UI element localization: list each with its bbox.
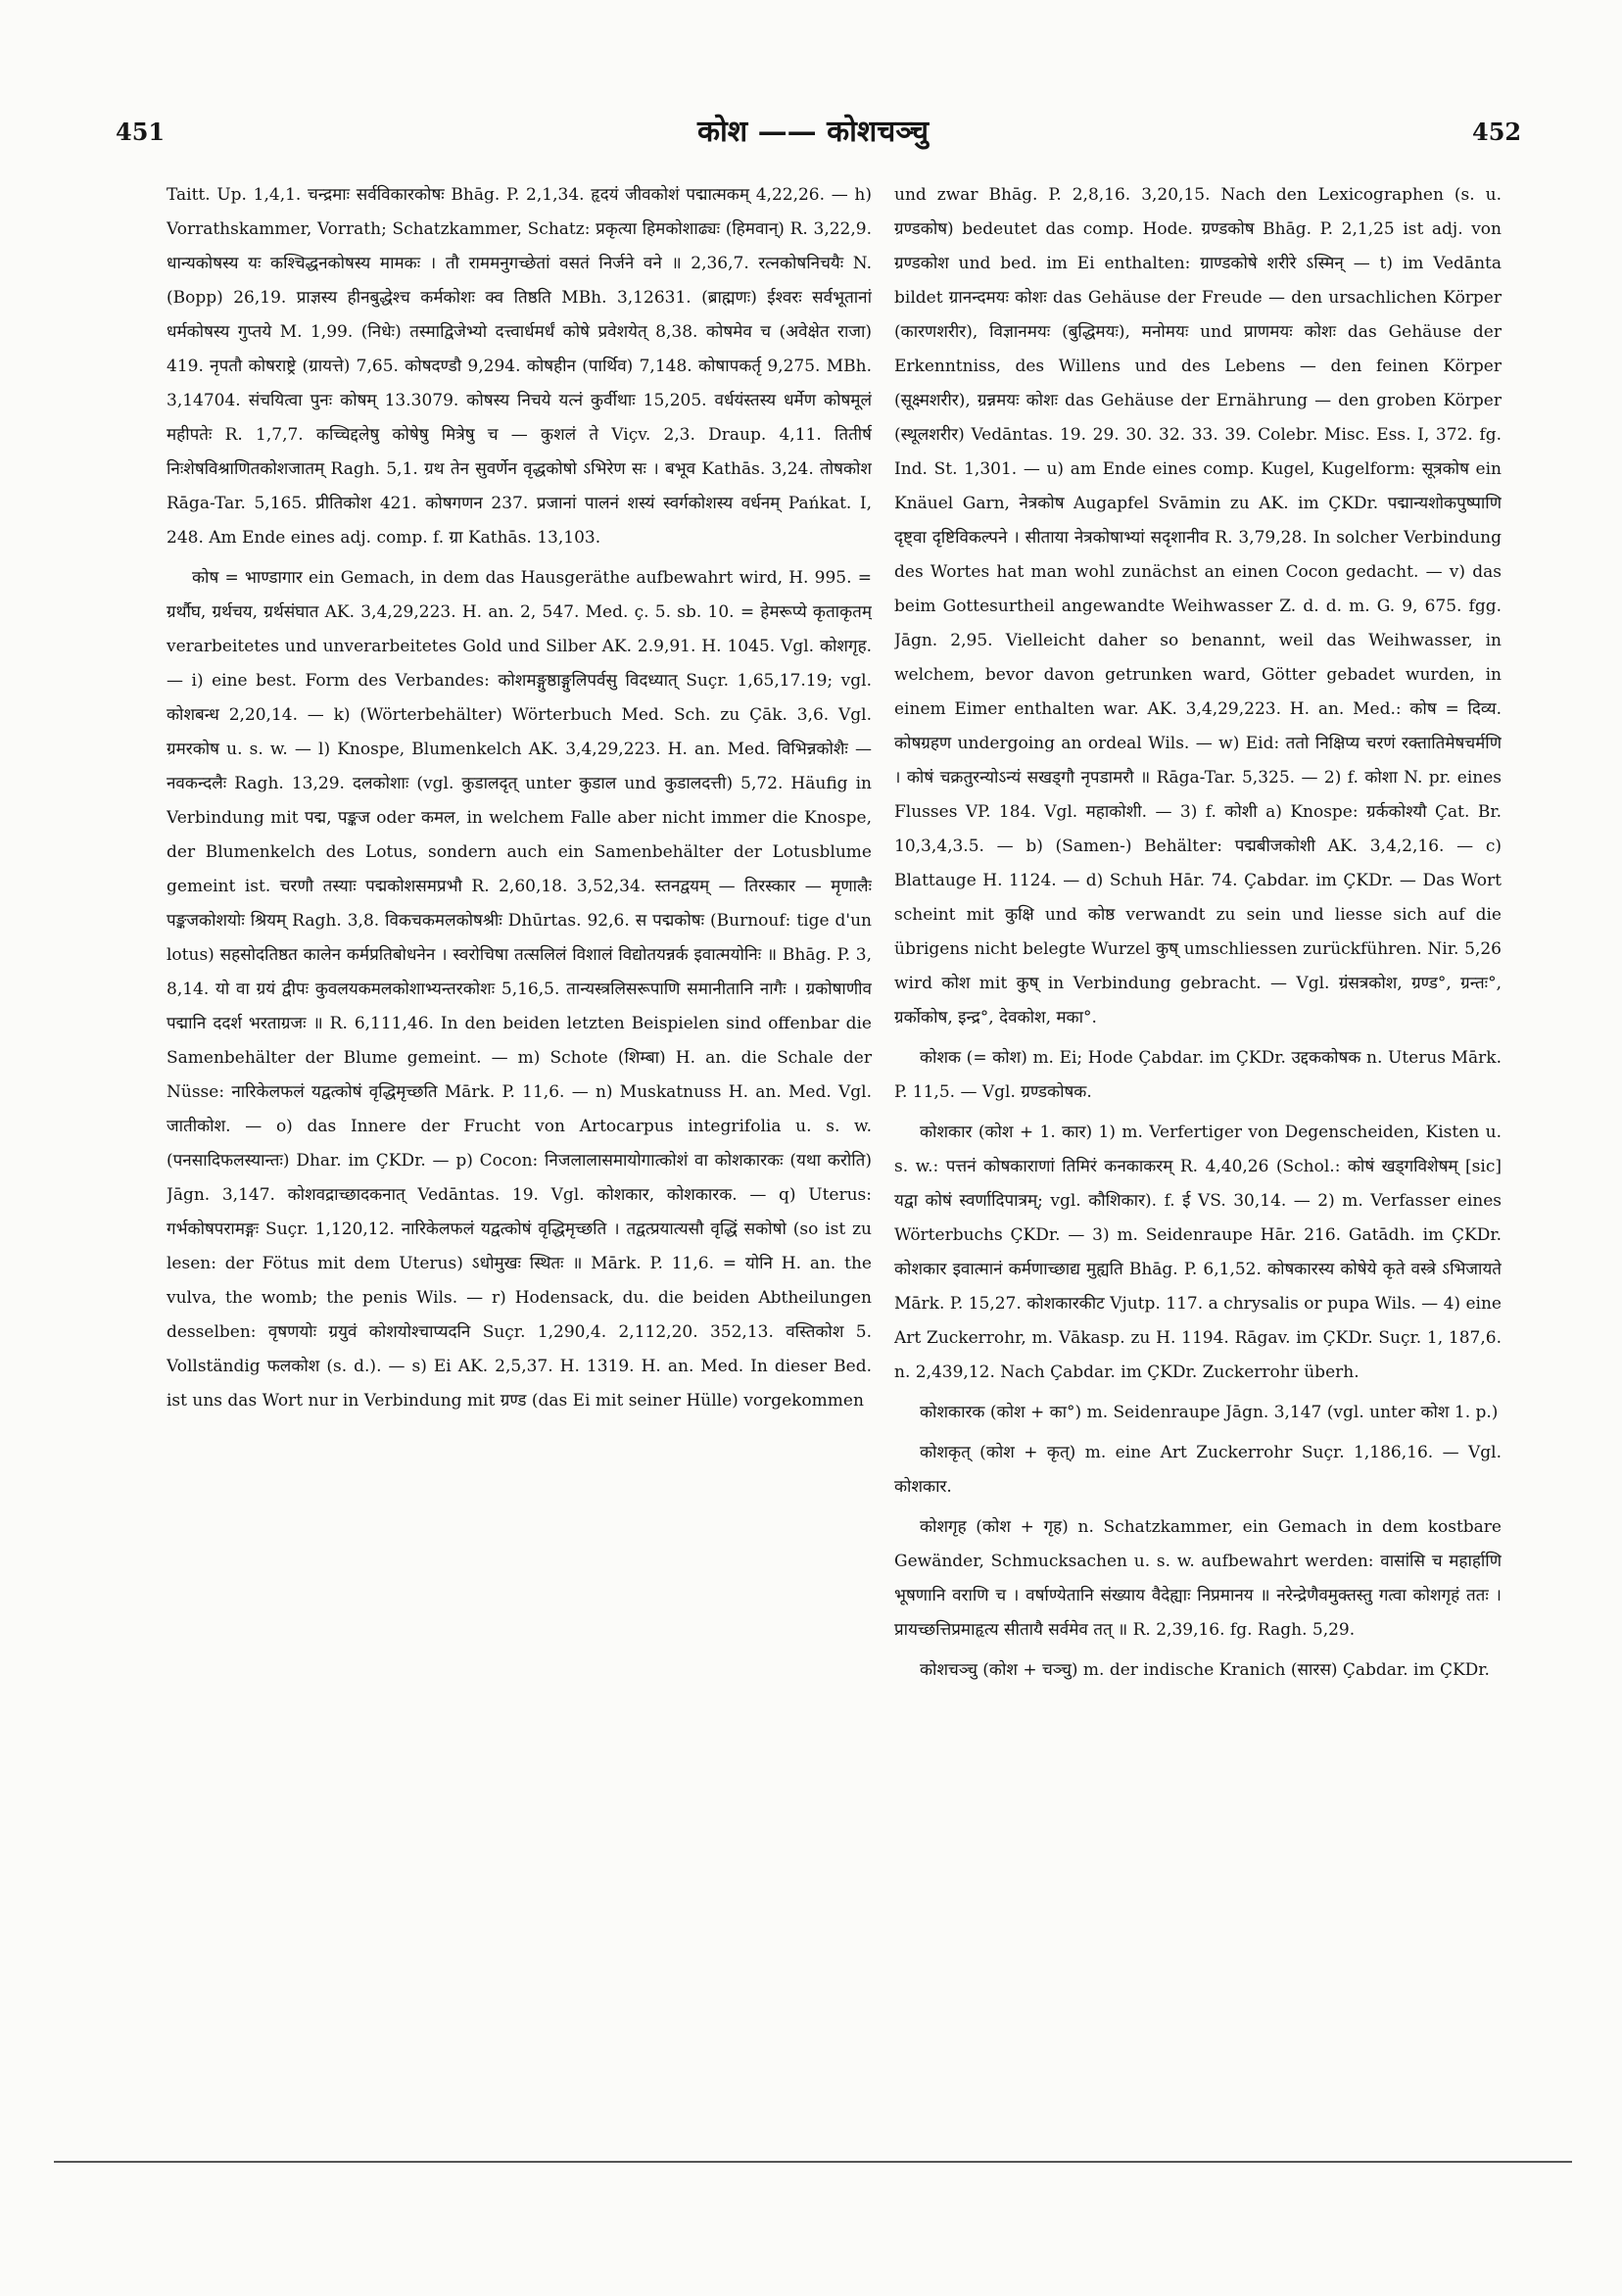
bottom-rule <box>54 2161 1572 2163</box>
page-header <box>0 98 1622 157</box>
right-column <box>894 178 1502 2039</box>
right-page-number: 452 <box>1472 118 1522 146</box>
right-entry-koshagriha: कोशगृह (कोश + गृह) n. Schatzkammer, ein Gemach in dem kostbare Gewänder, Schmucksachen u. s. w. aufbewahrt werden: वासांसि च महार्हाणि भूषणानि वराणि च । वर्षाण्येतानि संख्याय वैदेह्याः निप्रमानय ॥ नरेन्द्रेणैवमुक्तस्तु गत्वा कोशगृहं ततः । प्रायच्छत्तिप्रमाहृत्य सीतायै सर्वमेव तत् ॥ R. 2,39,16. fg. Ragh. 5,29. <box>894 1517 1502 1640</box>
left-entry-text-2: कोष = भाण्डागार ein Gemach, in dem das Hausgeräthe aufbewahrt wird, H. 995. = ग्रर्थौघ, ग्रर्थचय, ग्रर्थसंघात AK. 3,4,29,223. H. an. 2, 547. Med. ç. 5. sb. 10. = हेमरूप्ये कृताकृतम् verarbeitetes und unverarbeitetes Gold und Silber AK. 2.9,91. H. 1045. Vgl. कोशगृह. — i) eine best. Form des Verbandes: कोशमङ्गुष्ठाङ्गुलिपर्वसु विदध्यात् Suçr. 1,65,17.19; vgl. कोशबन्ध 2,20,14. — k) (Wörterbehälter) Wörterbuch Med. Sch. zu Çāk. 3,6. Vgl. ग्रमरकोष u. s. w. — l) Knospe, Blumenkelch AK. 3,4,29,223. H. an. Med. विभिन्नकोशैः — नवकन्दलैः Ragh. 13,29. दलकोशाः (vgl. कुडालदृत् unter कुडाल und कुडालदत्ती) 5,72. Häufig in Verbindung mit पद्म, पङ्कज oder कमल, in welchem Falle aber nicht immer die Knospe, der Blumenkelch des Lotus, sondern auch ein Samenbehälter der Lotusblume gemeint ist. चरणौ तस्याः पद्मकोशसमप्रभौ R. 2,60,18. 3,52,34. स्तनद्वयम् — तिरस्कार — मृणालैः पङ्कजकोशयोः श्रियम् Ragh. 3,8. विकचकमलकोषश्रीः Dhūrtas. 92,6. स पद्मकोषः (Burnouf: tige d'un lotus) सहसोदतिष्ठत कालेन कर्मप्रतिबोधनेन । स्वरोचिषा तत्सलिलं विशालं विद्योतयन्नर्क इवात्मयोनिः ॥ Bhāg. P. 3, 8,14. यो वा ग्रयं द्वीपः कुवलयकमलकोशाभ्यन्तरकोशः 5,16,5. तान्यस्त्रलिसरूपाणि समानीतानि नागैः । ग्रकोषाणीव पद्मानि ददर्श भरताग्रजः ॥ R. 6,111,46. In den beiden letzten Beispielen sind offenbar die Samenbehälter der Blume gemeint. — m) Schote (शिम्बा) H. an. die Schale der Nüsse: नारिकेलफलं यद्वत्कोषं वृद्धिमृच्छति Mārk. P. 11,6. — n) Muskatnuss H. an. Med. Vgl. जातीकोश. — o) das Innere der Frucht von Artocarpus integrifolia u. s. w. (पनसादिफलस्यान्तः) Dhar. im ÇKDr. — p) Cocon: निजलालासमायोगात्कोशं वा कोशकारकः (यथा करोति) Jāgn. 3,147. कोशवद्राच्छादकनात् Vedāntas. 19. Vgl. कोशकार, कोशकारक. — q) Uterus: गर्भकोषपरामङ्गः Suçr. 1,120,12. नारिकेलफलं यद्वत्कोषं वृद्धिमृच्छति । तद्वत्प्रयात्यसौ वृद्धिं सकोषो (so ist zu lesen: der Fötus mit dem Uterus) ऽधोमुखः स्थितः ॥ Mārk. P. 11,6. = योनि H. an. the vulva, the womb; the penis Wils. — r) Hodensack, du. die beiden Abtheilungen desselben: वृषणयोः ग्रयुवं कोशयोश्चाप्यदनि Suçr. 1,290,4. 2,112,20. 352,13. वस्तिकोश 5. Vollständig फलकोश (s. d.). — s) Ei AK. 2,5,37. H. 1319. H. an. Med. In dieser Bed. ist uns das Wort nur in Verbindung mit ग्रण्ड (das Ei mit seiner Hülle) vorgekommen <box>167 568 872 1411</box>
right-entry-koshakaraka: कोशकारक (कोश + का°) m. Seidenraupe Jāgn. 3,147 (vgl. unter कोश 1. p.) <box>920 1403 1499 1422</box>
right-entry-koshaka: कोशक (= कोश) m. Ei; Hode Çabdar. im ÇKDr. उद्दककोषक n. Uterus Mārk. P. 11,5. — Vgl. ग्रण्डकोषक. <box>894 1048 1502 1102</box>
left-entry-text-1: Taitt. Up. 1,4,1. चन्द्रमाः सर्वविकारकोषः Bhāg. P. 2,1,34. हृदयं जीवकोशं पद्मात्मकम् 4,22,26. — h) Vorrathskammer, Vorrath; Schatzkammer, Schatz: प्रकृत्या हिमकोशाढ्यः (हिमवान्) R. 3,22,9. धान्यकोषस्य यः कश्चिद्धनकोषस्य मामकः । तौ राममनुगच्छेतां वसतं निर्जने वने ॥ 2,36,7. रत्नकोषनिचयैः N. (Bopp) 26,19. प्राज्ञस्य हीनबुद्धेश्च कर्मकोशः क्व तिष्ठति MBh. 3,12631. (ब्राह्मणः) ईश्वरः सर्वभूतानां धर्मकोषस्य गुप्तये M. 1,99. (निधेः) तस्माद्विजेभ्यो दत्त्वार्धमर्धं कोषे प्रवेशयेत् 8,38. कोषमेव च (अवेक्षेत राजा) 419. नृपतौ कोषराष्ट्रे (ग्रायत्ते) 7,65. कोषदण्डौ 9,294. कोषहीन (पार्थिव) 7,148. कोषापकर्तृ 9,275. MBh. 3,14704. संचयित्वा पुनः कोषम् 13.3079. कोषस्य निचये यत्नं कुर्वीथाः 15,205. वर्धयंस्तस्य धर्मेण कोषमूलं महीपतेः R. 1,7,7. कच्चिद्दलेषु कोषेषु मित्रेषु च — कुशलं ते Viçv. 2,3. Draup. 4,11. तितीर्ष निःशेषविश्राणितकोशजातम् Ragh. 5,1. ग्रथ तेन सुवर्णेन वृद्धकोषो ऽभिरेण सः । बभूव Kathās. 3,24. तोषकोश Rāga-Tar. 5,165. प्रीतिकोश 421. कोषगणन 237. प्रजानां पालनं शस्यं स्वर्गकोशस्य वर्धनम् Pańkat. I, 248. Am Ende eines adj. comp. f. ग्रा Kathās. 13,103. <box>167 185 872 548</box>
running-head: कोश —— कोशचञ्चु <box>696 115 930 149</box>
right-entry-kosha-continued: und zwar Bhāg. P. 2,8,16. 3,20,15. Nach den Lexicographen (s. u. ग्रण्डकोष) bedeutet das comp. Hode. ग्रण्डकोष Bhāg. P. 2,1,25 ist adj. von ग्रण्डकोश und bed. im Ei enthalten: ग्राण्डकोषे शरीरे ऽस्मिन् — t) im Vedānta bildet ग्रानन्दमयः कोशः das Gehäuse der Freude — den ursachlichen Körper (कारणशरीर), विज्ञानमयः (बुद्धिमयः), मनोमयः und प्राणमयः कोशः das Gehäuse der Erkenntniss, des Willens und des Lebens — den feinen Körper (सूक्ष्मशरीर), ग्रन्नमयः कोशः das Gehäuse der Ernährung — den groben Körper (स्थूलशरीर) Vedāntas. 19. 29. 30. 32. 33. 39. Colebr. Misc. Ess. I, 372. fg. Ind. St. 1,301. — u) am Ende eines comp. Kugel, Kugelform: सूत्रकोष ein Knäuel Garn, नेत्रकोष Augapfel Svāmin zu AK. im ÇKDr. पद्मान्यशोकपुष्पाणि दृष्ट्वा दृष्टिविकल्पने । सीताया नेत्रकोषाभ्यां सदृशानीव R. 3,79,28. In solcher Verbindung des Wortes hat man wohl zunächst an einen Cocon gedacht. — v) das beim Gottesurtheil angewandte Weihwasser Z. d. d. m. G. 9, 675. fgg. Jāgn. 2,95. Vielleicht daher so benannt, weil das Weihwasser, in welchem, bevor davon getrunken ward, Götter gebadet wurden, in einem Eimer enthalten war. AK. 3,4,29,223. H. an. Med.: कोष = दिव्य. कोषग्रहण undergoing an ordeal Wils. — w) Eid: ततो निक्षिप्य चरणं रक्तातिमेषचर्मणि । कोषं चक्रतुरन्योऽन्यं सखड्गौ नृपडामरौ ॥ Rāga-Tar. 5,325. — 2) f. कोशा N. pr. eines Flusses VP. 184. Vgl. महाकोशी. — 3) f. कोशी a) Knospe: ग्रर्ककोश्यौ Çat. Br. 10,3,4,3.5. — b) (Samen-) Behälter: पद्मबीजकोशी AK. 3,4,2,16. — c) Blattauge H. 1124. — d) Schuh Hār. 74. Çabdar. im ÇKDr. — Das Wort scheint mit कुक्षि und कोष्ठ verwandt zu sein und liesse sich auf die übrigens nicht belegte Wurzel कुष् umschliessen zurückführen. Nir. 5,26 wird कोश mit कुष् in Verbindung gebracht. — Vgl. ग्रंसत्रकोश, ग्रण्ड°, ग्रन्तः°, ग्रर्कोकोष, इन्द्र°, देवकोश, मका°. <box>894 185 1502 1028</box>
left-page-number: 451 <box>116 118 166 146</box>
right-entry-koshakrit: कोशकृत् (कोश + कृत्) m. eine Art Zuckerrohr Suçr. 1,186,16. — Vgl. कोशकार. <box>894 1443 1502 1497</box>
left-column <box>167 178 872 2039</box>
right-entry-koshachanchu: कोशचञ्चु (कोश + चञ्चु) m. der indische Kranich (सारस) Çabdar. im ÇKDr. <box>920 1660 1490 1680</box>
right-entry-koshakara: कोशकार (कोश + 1. कार) 1) m. Verfertiger von Degenscheiden, Kisten u. s. w.: पत्तनं कोषकाराणां तिमिरं कनकाकरम् R. 4,40,26 (Schol.: कोषं खड्गविशेषम् [sic] यद्वा कोषं स्वर्णादिपात्रम्; vgl. कौशिकार). f. ई VS. 30,14. — 2) m. Verfasser eines Wörterbuchs ÇKDr. — 3) m. Seidenraupe Hār. 216. Gatādh. im ÇKDr. कोशकार इवात्मानं कर्मणाच्छाद्य मुह्यति Bhāg. P. 6,1,52. कोषकारस्य कोषेये कृते वस्त्रे ऽभिजायते Mārk. P. 15,27. कोशकारकीट Vjutp. 117. a chrysalis or pupa Wils. — 4) eine Art Zuckerrohr, m. Vākasp. zu H. 1194. Rāgav. im ÇKDr. Suçr. 1, 187,6. n. 2,439,12. Nach Çabdar. im ÇKDr. Zuckerrohr überh. <box>894 1123 1502 1382</box>
